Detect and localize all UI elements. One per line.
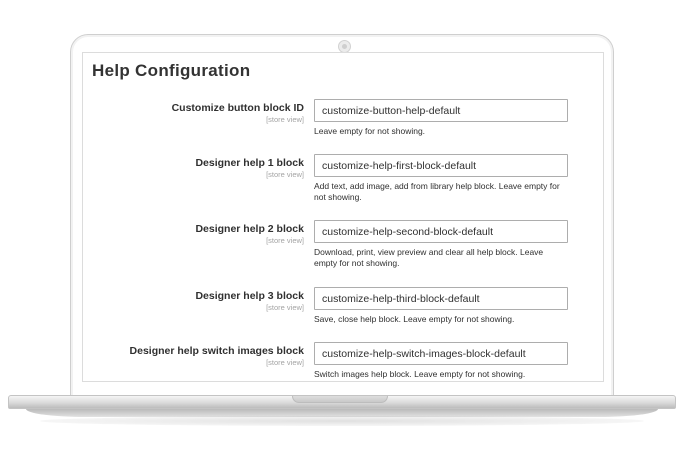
laptop-screen [82,52,604,382]
field-label-group [83,157,304,179]
field-note: Switch images help block. Leave empty for not showing. [314,369,526,379]
designer-help-switch-images-block-input[interactable] [314,342,568,365]
scope-label: [store view] [266,358,304,367]
field-value-group [314,99,568,137]
field-value-group [314,220,568,269]
field-value-group [314,342,568,380]
scope-label: [store view] [266,236,304,245]
scope-label: [store view] [266,303,304,312]
field-label-group [83,345,304,367]
laptop-shadow [40,416,644,426]
laptop-opening-notch [292,396,388,403]
designer-help-3-block-input[interactable] [314,287,568,310]
field-label-group [83,102,304,124]
field-note: Add text, add image, add from library help block. Leave empty for not showing. [314,181,560,202]
field-note: Leave empty for not showing. [314,126,426,136]
field-value-group [314,154,568,203]
field-label: Designer help 1 block [195,157,304,169]
field-label: Designer help switch images block [129,345,304,357]
field-label-group [83,290,304,312]
page-title: Help Configuration [92,61,251,80]
field-label: Customize button block ID [171,102,304,114]
designer-help-2-block-input[interactable] [314,220,568,243]
field-label: Designer help 3 block [195,290,304,302]
field-label-group [83,223,304,245]
customize-button-block-id-input[interactable] [314,99,568,122]
designer-help-1-block-input[interactable] [314,154,568,177]
scope-label: [store view] [266,115,304,124]
field-note: Download, print, view preview and clear all help block. Leave empty for not showing. [314,247,544,268]
scope-label: [store view] [266,170,304,179]
field-note: Save, close help block. Leave empty for not showing. [314,314,515,324]
field-label: Designer help 2 block [195,223,304,235]
field-value-group [314,287,568,325]
